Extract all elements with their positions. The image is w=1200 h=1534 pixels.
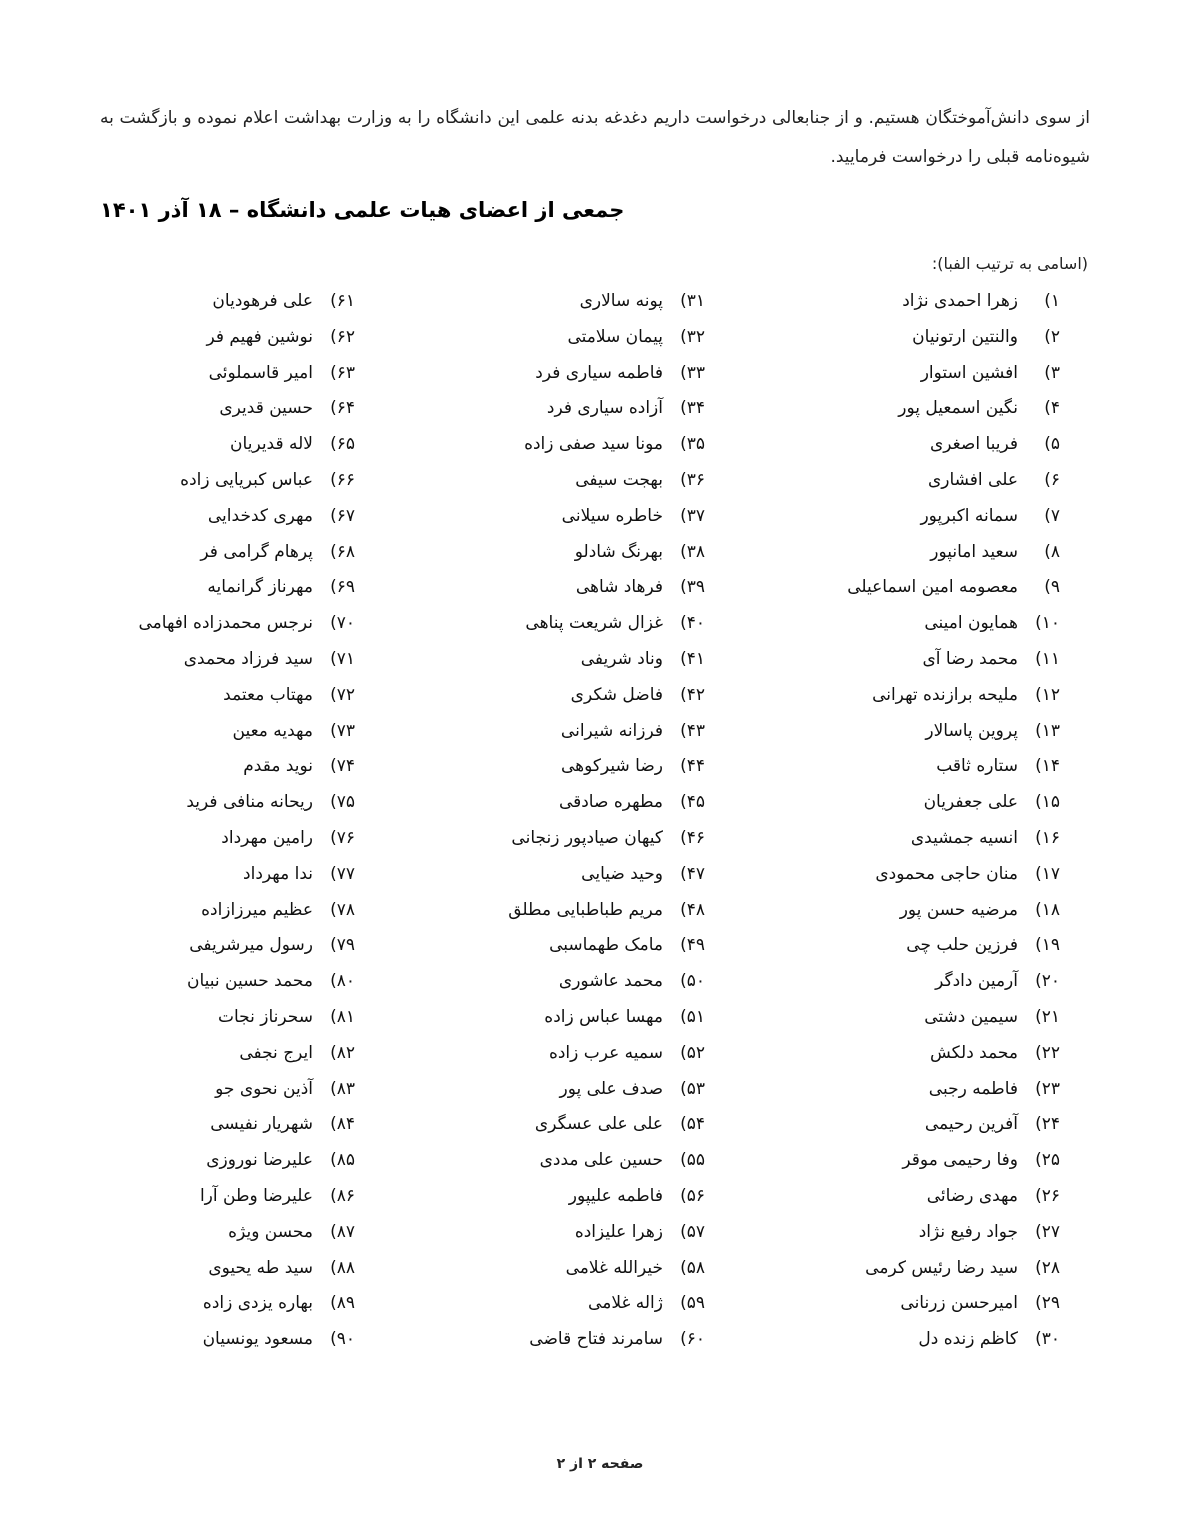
signatory-name: بهرنگ شادلو (574, 541, 663, 562)
signatory-name: محمد دلکش (929, 1042, 1018, 1063)
signatory-number: ۷۲) (330, 684, 355, 705)
signatory-name: نوشین فهیم فر (206, 326, 313, 347)
signatory-number: ۱۴) (1035, 756, 1060, 777)
signatory-column-2 (385, 284, 705, 1358)
signatory-number: ۲۱) (1035, 1006, 1060, 1027)
signatory-column-3 (35, 284, 355, 1358)
signatory-row (740, 1286, 1060, 1322)
intro-paragraph: از سوی دانش‌آموختگان هستیم. و از جنابعالی درخواست داریم دغدغه بدنه علمی این دانشگاه را به وزارت بهداشت اعلام نموده و بازگشت به شیوه‌نامه قبلی را درخواست فرمایید. (100, 108, 1090, 167)
signatory-row (35, 642, 355, 678)
signatory-row (740, 356, 1060, 392)
signatory-name: پروین پاسالار (925, 720, 1018, 741)
signatory-row (385, 1000, 705, 1036)
signatory-number: ۲۲) (1035, 1042, 1060, 1063)
signatory-number: ۱۱) (1035, 648, 1060, 669)
signatory-number: ۶۹) (330, 577, 355, 598)
signatory-row (35, 499, 355, 535)
signatory-number: ۲۵) (1035, 1150, 1060, 1171)
signatory-name: فاطمه سیاری فرد (535, 362, 663, 383)
signatory-row (740, 714, 1060, 750)
signatory-number: ۳۸) (680, 541, 705, 562)
signatory-name: علی علی عسگری (534, 1114, 663, 1135)
signatory-row (385, 964, 705, 1000)
signature-title-text: جمعی از اعضای هیات علمی دانشگاه – ۱۸ آذر ۱۴۰۱ (100, 198, 625, 222)
signatory-number: ۸۵) (330, 1150, 355, 1171)
signatory-name: مهدیه معین (232, 720, 313, 741)
signatory-row (35, 427, 355, 463)
signatory-column-1 (740, 284, 1060, 1358)
signatory-name: ایرج نجفی (239, 1042, 313, 1063)
signatory-row (740, 606, 1060, 642)
signatory-number: ۳۴) (680, 398, 705, 419)
signatory-number: ۴۵) (680, 792, 705, 813)
signatory-number: ۷۰) (330, 613, 355, 634)
signatory-number: ۷۴) (330, 756, 355, 777)
signatory-row (740, 1215, 1060, 1251)
signatory-number: ۳۳) (680, 362, 705, 383)
signatory-row (740, 678, 1060, 714)
signatory-number: ۲۸) (1035, 1257, 1060, 1278)
signatory-row (385, 391, 705, 427)
signatory-row (740, 857, 1060, 893)
signatory-row (740, 964, 1060, 1000)
signatory-name: آرمین دادگر (935, 971, 1018, 992)
signatory-row (385, 678, 705, 714)
signatory-number: ۲۳) (1035, 1078, 1060, 1099)
signatory-name: افشین استوار (920, 362, 1018, 383)
signatory-row (740, 749, 1060, 785)
signatory-number: ۳۱) (680, 291, 705, 311)
signatory-name: خیرالله غلامی (565, 1257, 663, 1278)
signatory-number: ۳۷) (680, 505, 705, 526)
signatory-row (740, 1000, 1060, 1036)
signatory-row (385, 1036, 705, 1072)
signatory-row (385, 1251, 705, 1287)
signatory-row (740, 320, 1060, 356)
signatory-name: سید رضا رئیس کرمی (865, 1257, 1018, 1278)
signatory-row (35, 356, 355, 392)
signatory-row (385, 642, 705, 678)
signatory-row (740, 1072, 1060, 1108)
signatory-number: ۵۶) (680, 1185, 705, 1206)
signatory-name: آفرین رحیمی (924, 1114, 1018, 1135)
signatory-name: فاطمه علیپور (568, 1185, 663, 1206)
signatory-row (385, 893, 705, 929)
signatory-number: ۷۵) (330, 792, 355, 813)
signatory-name: ژاله غلامی (588, 1293, 663, 1314)
signatory-number: ۶۰) (680, 1329, 705, 1350)
signatory-row (740, 499, 1060, 535)
signatory-number: ۱۵) (1035, 792, 1060, 813)
signatory-row (35, 964, 355, 1000)
signatory-row (35, 535, 355, 571)
signatory-row (740, 1143, 1060, 1179)
signatory-name: ملیحه برازنده تهرانی (872, 684, 1018, 705)
signatory-number: ۲۴) (1035, 1114, 1060, 1135)
signatory-name: منان حاجی محمودی (875, 863, 1018, 884)
signatory-name: مهدی رضائی (926, 1185, 1018, 1206)
signatory-row (740, 391, 1060, 427)
signatory-row (35, 714, 355, 750)
signatory-name: شهریار نفیسی (210, 1114, 313, 1135)
signatory-number: ۴۸) (680, 899, 705, 920)
signatory-row (385, 1215, 705, 1251)
signatory-name: امیرحسن زرنانی (900, 1293, 1018, 1314)
signatory-name: ندا مهرداد (243, 863, 313, 884)
signatory-row (740, 1179, 1060, 1215)
signatory-row (35, 1322, 355, 1358)
signatory-number: ۶۸) (330, 541, 355, 562)
signatory-number: ۶۷) (330, 505, 355, 526)
signatory-number: ۴) (1044, 398, 1060, 419)
signatory-row (740, 928, 1060, 964)
signatory-row (740, 1251, 1060, 1287)
signatory-row (385, 749, 705, 785)
signatory-number: ۷۸) (330, 899, 355, 920)
signatory-name: آذین نحوی جو (215, 1078, 313, 1099)
signatory-row (35, 785, 355, 821)
signatory-row (385, 427, 705, 463)
signatory-name: نرجس محمدزاده افهامی (138, 613, 313, 634)
signatory-row (740, 785, 1060, 821)
signatory-name: سامرند فتاح قاضی (529, 1329, 663, 1350)
signatory-name: پونه سالاری (579, 291, 663, 311)
signatory-name: فرزانه شیرانی (560, 720, 663, 741)
signatory-number: ۹) (1044, 577, 1060, 598)
signatory-name: وفا رحیمی موقر (902, 1150, 1018, 1171)
signatory-number: ۳۵) (680, 434, 705, 455)
signatory-row (35, 893, 355, 929)
signatory-name: معصومه امین اسماعیلی (847, 577, 1018, 598)
signatory-row (740, 535, 1060, 571)
signatory-number: ۲۶) (1035, 1185, 1060, 1206)
signatory-row (740, 893, 1060, 929)
signatory-name: مسعود یونسیان (202, 1329, 313, 1350)
signatory-number: ۵۴) (680, 1114, 705, 1135)
signatory-name: والنتین ارتونیان (912, 326, 1018, 347)
signatory-row (35, 606, 355, 642)
signatory-name: آزاده سیاری فرد (546, 398, 663, 419)
signatory-number: ۴۴) (680, 756, 705, 777)
signatory-name: حسین علی مددی (539, 1150, 663, 1171)
signatory-name: زهرا علیزاده (574, 1221, 663, 1242)
signatory-name: سمانه اکبرپور (920, 505, 1018, 526)
signatory-name: بهجت سیفی (575, 469, 663, 490)
signatory-number: ۱) (1044, 291, 1060, 311)
signatory-name: خاطره سیلانی (561, 505, 663, 526)
signatory-name: محمد حسین نبیان (186, 971, 313, 992)
signatory-row (385, 928, 705, 964)
signatory-row (385, 606, 705, 642)
signatory-row (385, 320, 705, 356)
signatory-number: ۸۷) (330, 1221, 355, 1242)
signatory-name: فرزین حلب چی (906, 935, 1018, 956)
signatory-row (35, 928, 355, 964)
signatory-row (385, 463, 705, 499)
signatory-row (740, 1322, 1060, 1358)
signatory-name: کیهان صیادپور زنجانی (511, 827, 663, 848)
signatory-row (740, 284, 1060, 320)
signatory-row (385, 821, 705, 857)
signatory-number: ۲۷) (1035, 1221, 1060, 1242)
signatory-name: سحرناز نجات (217, 1006, 313, 1027)
signatory-number: ۶۱) (330, 291, 355, 311)
signatory-name: بهاره یزدی زاده (202, 1293, 313, 1314)
signatory-row (740, 570, 1060, 606)
signatory-number: ۶۴) (330, 398, 355, 419)
signatory-row (385, 1107, 705, 1143)
signatory-row (740, 427, 1060, 463)
signatory-number: ۸۱) (330, 1006, 355, 1027)
signatory-row (740, 1036, 1060, 1072)
signatory-number: ۱۶) (1035, 827, 1060, 848)
signatory-number: ۶) (1044, 469, 1060, 490)
signatory-name: محمد رضا آی (922, 648, 1018, 669)
signatory-number: ۵۷) (680, 1221, 705, 1242)
signatory-number: ۴۶) (680, 827, 705, 848)
signatory-name: فریبا اصغری (930, 434, 1018, 455)
signatory-number: ۵۹) (680, 1293, 705, 1314)
signatory-name: عباس کبریایی زاده (180, 469, 313, 490)
signatory-row (35, 1215, 355, 1251)
signatory-row (35, 821, 355, 857)
signatory-name: سیمین دشتی (924, 1006, 1018, 1027)
signatory-name: فرهاد شاهی (575, 577, 663, 598)
signatory-name: علیرضا نوروزی (206, 1150, 313, 1171)
signatory-number: ۲۹) (1035, 1293, 1060, 1314)
signatory-number: ۶۳) (330, 362, 355, 383)
signatory-number: ۳) (1044, 362, 1060, 383)
signatory-name: نگین اسمعیل پور (898, 398, 1018, 419)
signatory-number: ۱۲) (1035, 684, 1060, 705)
signatory-number: ۱۸) (1035, 899, 1060, 920)
signatory-number: ۴۳) (680, 720, 705, 741)
signatory-name: رضا شیرکوهی (561, 756, 663, 777)
signatory-name: وناد شریفی (580, 648, 663, 669)
signatory-number: ۵۰) (680, 971, 705, 992)
signatory-number: ۵۵) (680, 1150, 705, 1171)
signatory-name: صدف علی پور (559, 1078, 663, 1099)
signatory-row (35, 1251, 355, 1287)
signatory-row (35, 463, 355, 499)
signatory-name: عظیم میرزازاده (201, 899, 313, 920)
signatory-number: ۸۸) (330, 1257, 355, 1278)
signatory-name: رامین مهرداد (221, 827, 313, 848)
signatory-row (385, 1072, 705, 1108)
signatory-row (35, 391, 355, 427)
signatory-row (35, 1000, 355, 1036)
signatory-name: مطهره صادقی (558, 792, 663, 813)
signatory-row (35, 320, 355, 356)
signatory-name: رسول میرشریفی (189, 935, 313, 956)
signatory-number: ۸۲) (330, 1042, 355, 1063)
signatory-row (740, 1107, 1060, 1143)
signatory-number: ۱۹) (1035, 935, 1060, 956)
signatory-number: ۶۶) (330, 469, 355, 490)
signatory-number: ۴۱) (680, 648, 705, 669)
signatory-row (385, 535, 705, 571)
signatory-name: پرهام گرامی فر (200, 541, 313, 562)
signatory-number: ۷۹) (330, 935, 355, 956)
signatory-number: ۵۳) (680, 1078, 705, 1099)
signatory-name: محمد عاشوری (558, 971, 663, 992)
signatory-number: ۵۸) (680, 1257, 705, 1278)
signatory-number: ۷۳) (330, 720, 355, 741)
signatory-number: ۲) (1044, 326, 1060, 347)
signatory-row (35, 284, 355, 320)
signatory-name: همایون امینی (924, 613, 1018, 634)
signatory-number: ۱۳) (1035, 720, 1060, 741)
signatory-name: مهتاب معتمد (223, 684, 313, 705)
signatory-name: لاله قدیریان (230, 434, 313, 455)
signatory-number: ۸۳) (330, 1078, 355, 1099)
signatory-number: ۴۷) (680, 863, 705, 884)
signatory-name: مهرناز گرانمایه (207, 577, 313, 598)
signatory-name: سمیه عرب زاده (548, 1042, 663, 1063)
signatory-number: ۱۷) (1035, 863, 1060, 884)
signatory-row (385, 356, 705, 392)
signatory-number: ۷۶) (330, 827, 355, 848)
signatory-row (740, 642, 1060, 678)
signatory-name: فاضل شکری (570, 684, 663, 705)
signatory-number: ۸۹) (330, 1293, 355, 1314)
signatory-row (35, 1179, 355, 1215)
signatory-name: علی جعفریان (923, 792, 1018, 813)
signatory-number: ۵) (1044, 434, 1060, 455)
signatory-number: ۷) (1044, 505, 1060, 526)
signatory-name: علی فرهودیان (212, 291, 313, 311)
signatory-number: ۳۹) (680, 577, 705, 598)
signatory-row (35, 678, 355, 714)
signatory-row (740, 821, 1060, 857)
signatory-name: حسین قدیری (219, 398, 313, 419)
signatory-number: ۵۱) (680, 1006, 705, 1027)
signatory-number: ۳۲) (680, 326, 705, 347)
signatory-name: علی افشاری (927, 469, 1018, 490)
signatory-number: ۷۱) (330, 648, 355, 669)
signatory-number: ۴۰) (680, 613, 705, 634)
signatory-row (35, 1143, 355, 1179)
signatory-name: ریحانه منافی فرید (186, 792, 313, 813)
signatory-row (35, 1072, 355, 1108)
signatory-name: مریم طباطبایی مطلق (508, 899, 663, 920)
signatory-row (740, 463, 1060, 499)
signatory-row (35, 1036, 355, 1072)
signature-title (100, 198, 1090, 222)
signatory-name: پیمان سلامتی (567, 326, 663, 347)
signatory-number: ۸۰) (330, 971, 355, 992)
signatory-number: ۶۲) (330, 326, 355, 347)
signatory-name: وحید ضیایی (581, 863, 663, 884)
signatory-row (35, 1286, 355, 1322)
signatory-row (385, 1322, 705, 1358)
signatory-number: ۸۶) (330, 1185, 355, 1206)
signatory-row (385, 570, 705, 606)
signatory-row (385, 785, 705, 821)
signatory-name: مامک طهماسبی (549, 935, 663, 956)
signatory-number: ۴۲) (680, 684, 705, 705)
signatory-number: ۷۷) (330, 863, 355, 884)
signatory-name: سعید امانپور (930, 541, 1018, 562)
page-number: صفحه ۲ از ۲ (556, 1456, 644, 1472)
signatory-row (35, 570, 355, 606)
signatory-number: ۲۰) (1035, 971, 1060, 992)
signatory-row (385, 1179, 705, 1215)
alphabetical-order-note: (اسامی به ترتیب الفبا): (931, 254, 1088, 273)
signatory-row (385, 1143, 705, 1179)
signatory-row (385, 1286, 705, 1322)
signatory-name: جواد رفیع نژاد (918, 1221, 1018, 1242)
signatory-number: ۳۶) (680, 469, 705, 490)
signatory-number: ۶۵) (330, 434, 355, 455)
signatory-row (385, 714, 705, 750)
signatory-name: مرضیه حسن پور (899, 899, 1018, 920)
signatory-name: کاظم زنده دل (918, 1329, 1018, 1350)
signatory-number: ۹۰) (330, 1329, 355, 1350)
signatory-number: ۴۹) (680, 935, 705, 956)
signatory-number: ۵۲) (680, 1042, 705, 1063)
signatory-name: فاطمه رجبی (928, 1078, 1018, 1099)
signatory-name: مهسا عباس زاده (544, 1006, 663, 1027)
signatory-name: انسیه جمشیدی (910, 827, 1018, 848)
signatory-number: ۳۰) (1035, 1329, 1060, 1350)
signatory-row (35, 857, 355, 893)
signatory-name: مونا سید صفی زاده (524, 434, 663, 455)
signatory-name: نوید مقدم (243, 756, 313, 777)
signatory-name: غزال شریعت پناهی (525, 613, 663, 634)
signatory-number: ۸) (1044, 541, 1060, 562)
signatory-name: ستاره ثاقب (936, 756, 1018, 777)
signatory-name: مهری کدخدایی (207, 505, 313, 526)
signatory-name: سید فرزاد محمدی (183, 648, 313, 669)
signatory-name: زهرا احمدی نژاد (902, 291, 1018, 311)
signatory-row (385, 499, 705, 535)
signatory-row (35, 1107, 355, 1143)
signatory-row (35, 749, 355, 785)
signatory-number: ۸۴) (330, 1114, 355, 1135)
signatory-name: محسن ویژه (228, 1221, 313, 1242)
signatory-name: امیر قاسملوئی (208, 362, 313, 383)
signatory-name: علیرضا وطن آرا (199, 1185, 313, 1206)
signatory-number: ۱۰) (1035, 613, 1060, 634)
signatory-name: سید طه یحیوی (208, 1257, 313, 1278)
signatory-row (385, 284, 705, 320)
signatory-row (385, 857, 705, 893)
